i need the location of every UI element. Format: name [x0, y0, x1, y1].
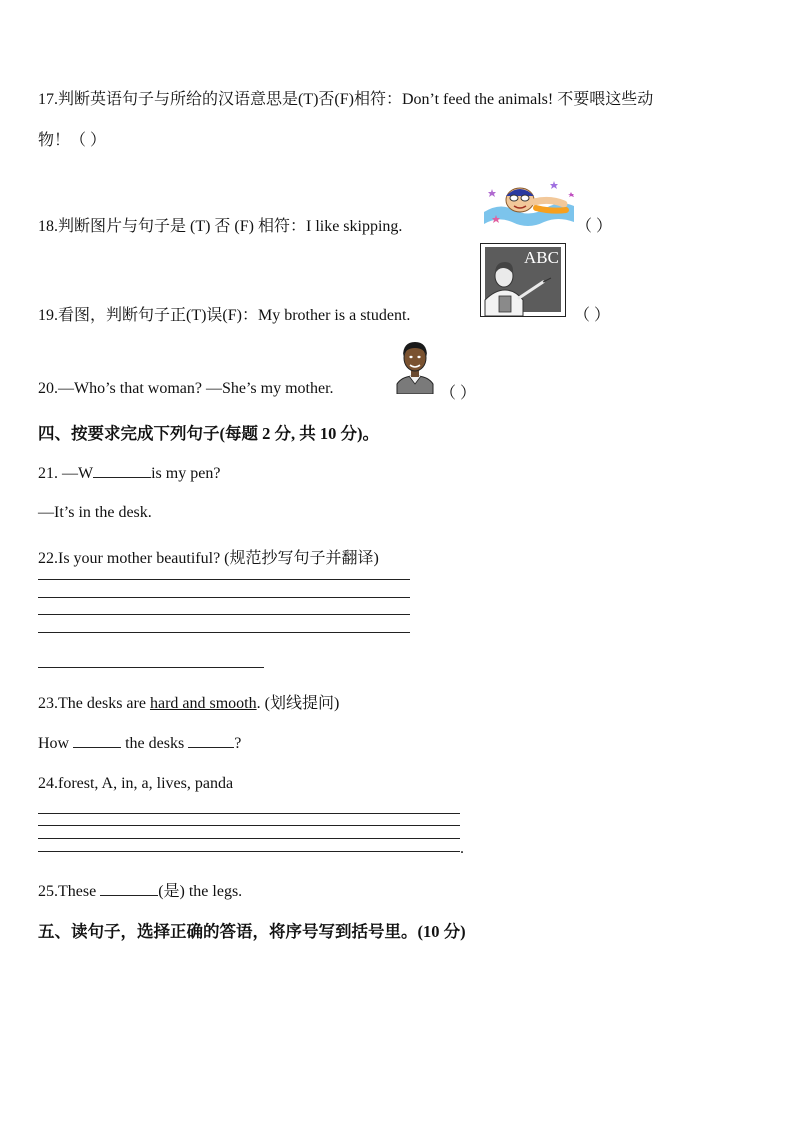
- q18-answer-paren: （ ）: [576, 218, 613, 235]
- q21-answer: —It’s in the desk.: [38, 504, 152, 521]
- q19-answer-paren: （ ）: [574, 307, 611, 324]
- q22-text: 22.Is your mother beautiful? (规范抄写句子并翻译): [38, 550, 379, 567]
- q23-num: 23.The desks are: [38, 695, 150, 712]
- q24-writing-line[interactable]: [38, 813, 460, 814]
- q24-writing-line[interactable]: [38, 838, 460, 839]
- q24-writing-line[interactable]: [38, 851, 460, 852]
- q24-text: 24.forest, A, in, a, lives, panda: [38, 775, 234, 792]
- q22-translation-line[interactable]: [38, 667, 264, 668]
- q20-text: 20.—Who’s that woman? —She’s my mother.: [38, 380, 334, 397]
- q23-underlined: hard and smooth: [149, 695, 257, 712]
- q23-rest: . (划线提问): [256, 695, 340, 712]
- q23-how: How: [38, 735, 74, 752]
- q25-b: (是) the legs.: [158, 883, 243, 900]
- q25-line: [38, 878, 242, 901]
- q24-writing-line[interactable]: [38, 825, 460, 826]
- q21-line: [38, 463, 220, 483]
- q17-line2: 物！（ ）: [38, 132, 107, 149]
- q23-blank-2[interactable]: [188, 733, 234, 748]
- section5-heading: 五、读句子，选择正确的答语，将序号写到括号里。(10 分): [38, 922, 466, 941]
- teacher-blackboard-image: [480, 243, 566, 317]
- q23-line2: [38, 733, 241, 753]
- q23-blank-1[interactable]: [73, 733, 121, 748]
- q25-blank[interactable]: [100, 881, 158, 896]
- q22-writing-line[interactable]: [38, 579, 410, 580]
- q23-line: [38, 690, 339, 713]
- q23-qmark: ?: [234, 735, 242, 752]
- section4-heading: 四、按要求完成下列句子(每题 2 分, 共 10 分)。: [38, 424, 379, 443]
- swimming-boy-image: [480, 172, 576, 230]
- q18-text: 18.判断图片与句子是 (T) 否 (F) 相符：I like skipping.: [38, 218, 403, 235]
- q19-text: 19.看图，判断句子正(T)误(F)：My brother is a student.: [38, 307, 411, 324]
- q20-answer-paren: （ ）: [440, 385, 477, 402]
- q24-end-dot: .: [460, 840, 464, 857]
- board-abc-text: ABC: [524, 248, 559, 267]
- q23-the-desks: the desks: [121, 735, 189, 752]
- q22-writing-line[interactable]: [38, 614, 410, 615]
- q21-blank[interactable]: [93, 463, 151, 478]
- q22-writing-line[interactable]: [38, 632, 410, 633]
- q17-line1: 17.判断英语句子与所给的汉语意思是(T)否(F)相符：Don’t feed the animals! 不要喂这些动: [38, 91, 654, 108]
- q22-writing-line[interactable]: [38, 597, 410, 598]
- q21-prefix: 21. —W: [38, 465, 94, 482]
- man-portrait-image: [396, 338, 434, 394]
- q21-suffix: is my pen?: [151, 465, 221, 482]
- q25-a: 25.These: [38, 883, 101, 900]
